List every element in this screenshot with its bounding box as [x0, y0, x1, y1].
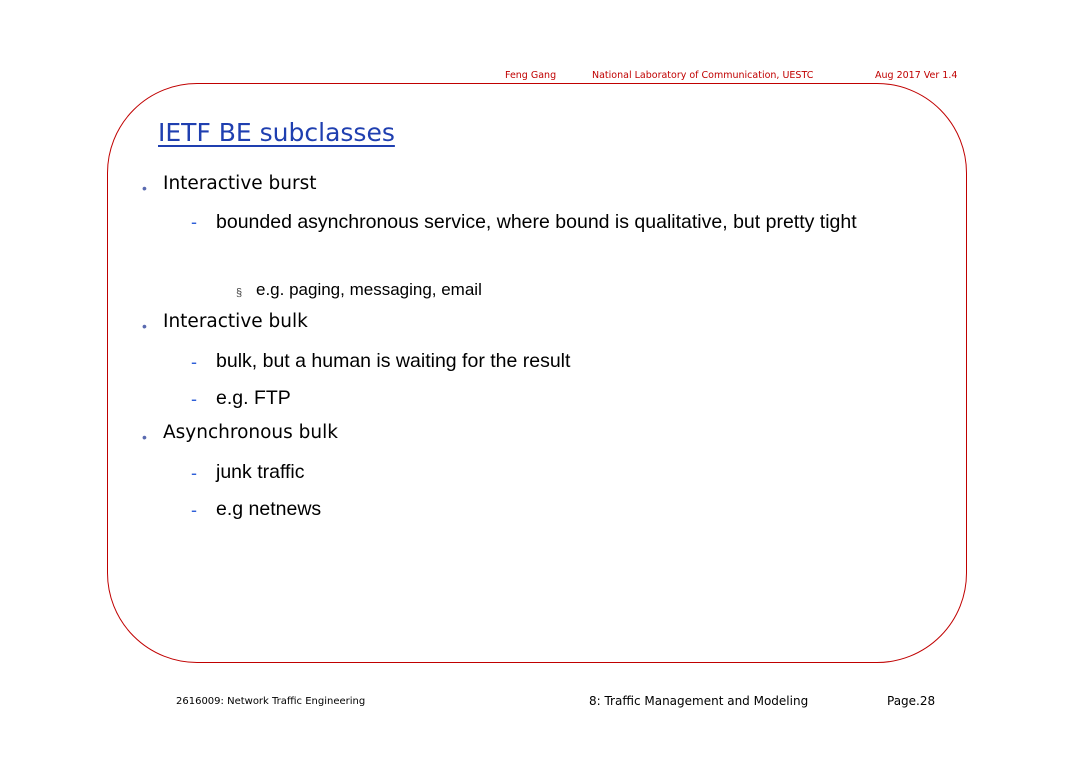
bullet-item: Interactive burst [163, 173, 317, 194]
bullet-marker: • [142, 180, 147, 196]
subbullet-item: e.g. FTP [216, 387, 291, 409]
subsubbullet-marker: § [236, 287, 243, 299]
subbullet-item: junk traffic [216, 461, 305, 483]
slide-title: IETF BE subclasses [158, 118, 395, 147]
bullet-marker: • [142, 318, 147, 334]
subbullet-marker: - [191, 500, 197, 520]
slide-frame [107, 83, 967, 663]
subbullet-item: bounded asynchronous service, where bound is qualitative, but pretty tight [216, 211, 857, 233]
subbullet-marker: - [191, 463, 197, 483]
footer-page-number: Page.28 [887, 694, 936, 708]
subbullet-marker: - [191, 352, 197, 372]
bullet-marker: • [142, 429, 147, 445]
footer-course: 2616009: Network Traffic Engineering [176, 696, 366, 707]
header-version: Aug 2017 Ver 1.4 [875, 70, 958, 81]
bullet-item: Interactive bulk [163, 311, 308, 332]
subsubbullet-item: e.g. paging, messaging, email [256, 280, 482, 299]
footer-chapter: 8: Traffic Management and Modeling [589, 694, 809, 708]
subbullet-marker: - [191, 212, 197, 232]
bullet-item: Asynchronous bulk [163, 422, 338, 443]
subbullet-item: e.g netnews [216, 498, 322, 520]
header-author: Feng Gang [505, 70, 557, 81]
subbullet-item: bulk, but a human is waiting for the result [216, 350, 571, 372]
header-affiliation: National Laboratory of Communication, UESTC [592, 70, 814, 81]
subbullet-marker: - [191, 389, 197, 409]
